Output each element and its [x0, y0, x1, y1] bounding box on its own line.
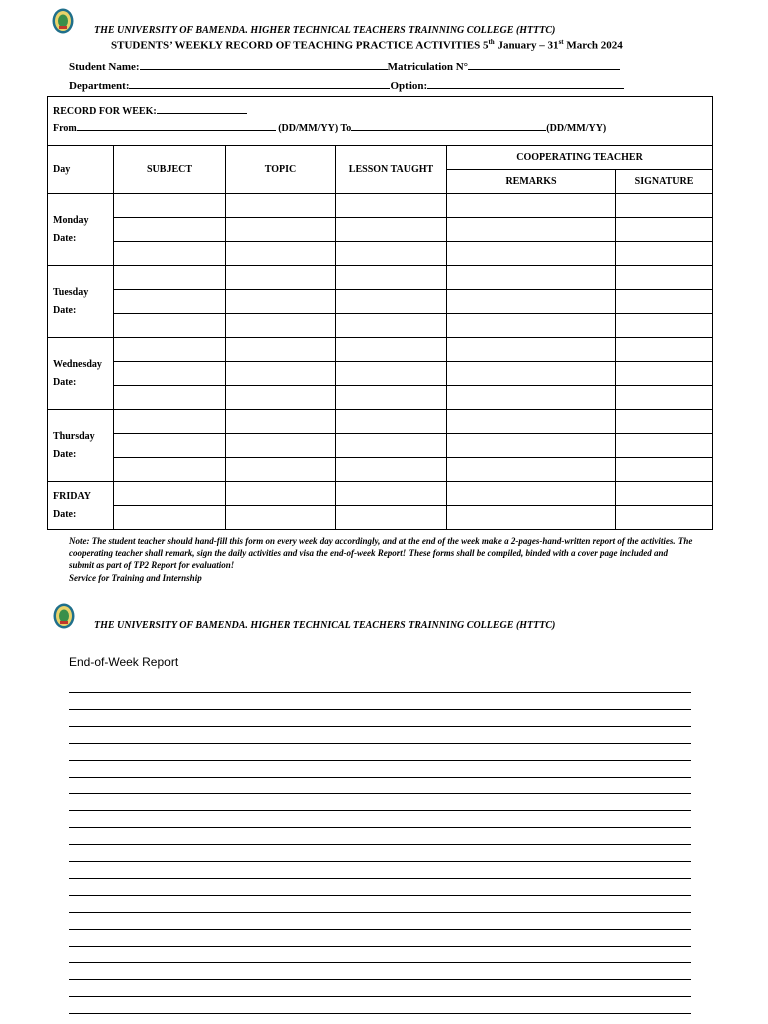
writing-line[interactable]: [69, 996, 691, 997]
from-line[interactable]: [77, 120, 276, 131]
student-name-label: Student Name:: [69, 61, 140, 73]
table-row: [48, 434, 713, 458]
to-format: (DD/MM/YY): [546, 123, 607, 134]
day-cell-tuesday: Tuesday Date:: [48, 266, 114, 338]
table-row: [48, 218, 713, 242]
header-day: Day: [48, 146, 114, 194]
writing-line[interactable]: [69, 692, 691, 693]
writing-line[interactable]: [69, 1013, 691, 1014]
table-row: [48, 410, 713, 434]
matriculation-line[interactable]: [468, 59, 620, 70]
writing-line[interactable]: [69, 929, 691, 930]
to-line[interactable]: [351, 120, 546, 131]
table-row: [48, 386, 713, 410]
writing-line[interactable]: [69, 844, 691, 845]
to-label: To: [340, 123, 352, 134]
college-name: THE UNIVERSITY OF BAMENDA. HIGHER TECHNICAL TEACHERS TRAINNING COLLEGE (HTTTC): [94, 25, 556, 36]
table-row: [48, 506, 713, 530]
header-signature: SIGNATURE: [616, 170, 713, 194]
table-row: [48, 338, 713, 362]
header-remarks: REMARKS: [447, 170, 616, 194]
writing-line[interactable]: [69, 895, 691, 896]
writing-line[interactable]: [69, 878, 691, 879]
college-logo: [52, 8, 74, 34]
table-row: [48, 458, 713, 482]
matriculation-label: Matriculation N°: [387, 61, 469, 73]
department-row: [69, 78, 624, 92]
week-header-cell: [48, 97, 713, 146]
table-row: [48, 290, 713, 314]
table-row: [48, 362, 713, 386]
writing-line[interactable]: [69, 827, 691, 828]
header-lesson-taught: LESSON TAUGHT: [336, 146, 447, 194]
college-logo: [53, 603, 75, 629]
day-cell-monday: Monday Date:: [48, 194, 114, 266]
student-name-line[interactable]: [140, 59, 388, 70]
day-cell-wednesday: Wednesday Date:: [48, 338, 114, 410]
service-text: Service for Training and Internship: [69, 573, 202, 583]
from-format: (DD/MM/YY): [278, 123, 339, 134]
department-line[interactable]: [129, 78, 390, 89]
writing-line[interactable]: [69, 810, 691, 811]
from-label: From: [53, 123, 77, 134]
form-title: STUDENTS’ WEEKLY RECORD OF TEACHING PRACTICE ACTIVITIES 5th January – 31st March 2024: [111, 38, 623, 52]
day-cell-friday: FRIDAY Date:: [48, 482, 114, 530]
table-row: [48, 482, 713, 506]
report-title: End-of-Week Report: [69, 655, 179, 669]
writing-line[interactable]: [69, 777, 691, 778]
writing-line[interactable]: [69, 726, 691, 727]
writing-line[interactable]: [69, 709, 691, 710]
writing-line[interactable]: [69, 962, 691, 963]
header-subject: SUBJECT: [114, 146, 226, 194]
header-topic: TOPIC: [226, 146, 336, 194]
writing-line[interactable]: [69, 861, 691, 862]
writing-line[interactable]: [69, 912, 691, 913]
note-text: Note: The student teacher should hand-fill this form on every week day accordingly, and at the end of the week make a 2-pages-hand-written report of the activities. The cooperating teacher shall remark, sign the daily activities and visa the end-of-week Report! These forms shall be compiled, binded with a cover page included and submit as part of TP2 Report for evaluation!: [69, 536, 693, 570]
college-name-second: THE UNIVERSITY OF BAMENDA. HIGHER TECHNICAL TEACHERS TRAINNING COLLEGE (HTTTC): [94, 620, 556, 631]
table-row: [48, 242, 713, 266]
option-line[interactable]: [427, 78, 624, 89]
option-label: Option:: [390, 80, 428, 92]
weekly-record-table: [47, 96, 713, 530]
student-name-row: [69, 59, 620, 73]
table-row: [48, 266, 713, 290]
writing-line[interactable]: [69, 979, 691, 980]
writing-line[interactable]: [69, 760, 691, 761]
writing-line[interactable]: [69, 793, 691, 794]
table-row: [48, 194, 713, 218]
day-cell-thursday: Thursday Date:: [48, 410, 114, 482]
writing-line[interactable]: [69, 743, 691, 744]
department-label: Department:: [69, 80, 130, 92]
header-cooperating-teacher: COOPERATING TEACHER: [447, 146, 713, 170]
table-row: [48, 314, 713, 338]
record-week-line[interactable]: [157, 103, 247, 114]
record-week-label: RECORD FOR WEEK:: [53, 106, 157, 117]
writing-line[interactable]: [69, 946, 691, 947]
